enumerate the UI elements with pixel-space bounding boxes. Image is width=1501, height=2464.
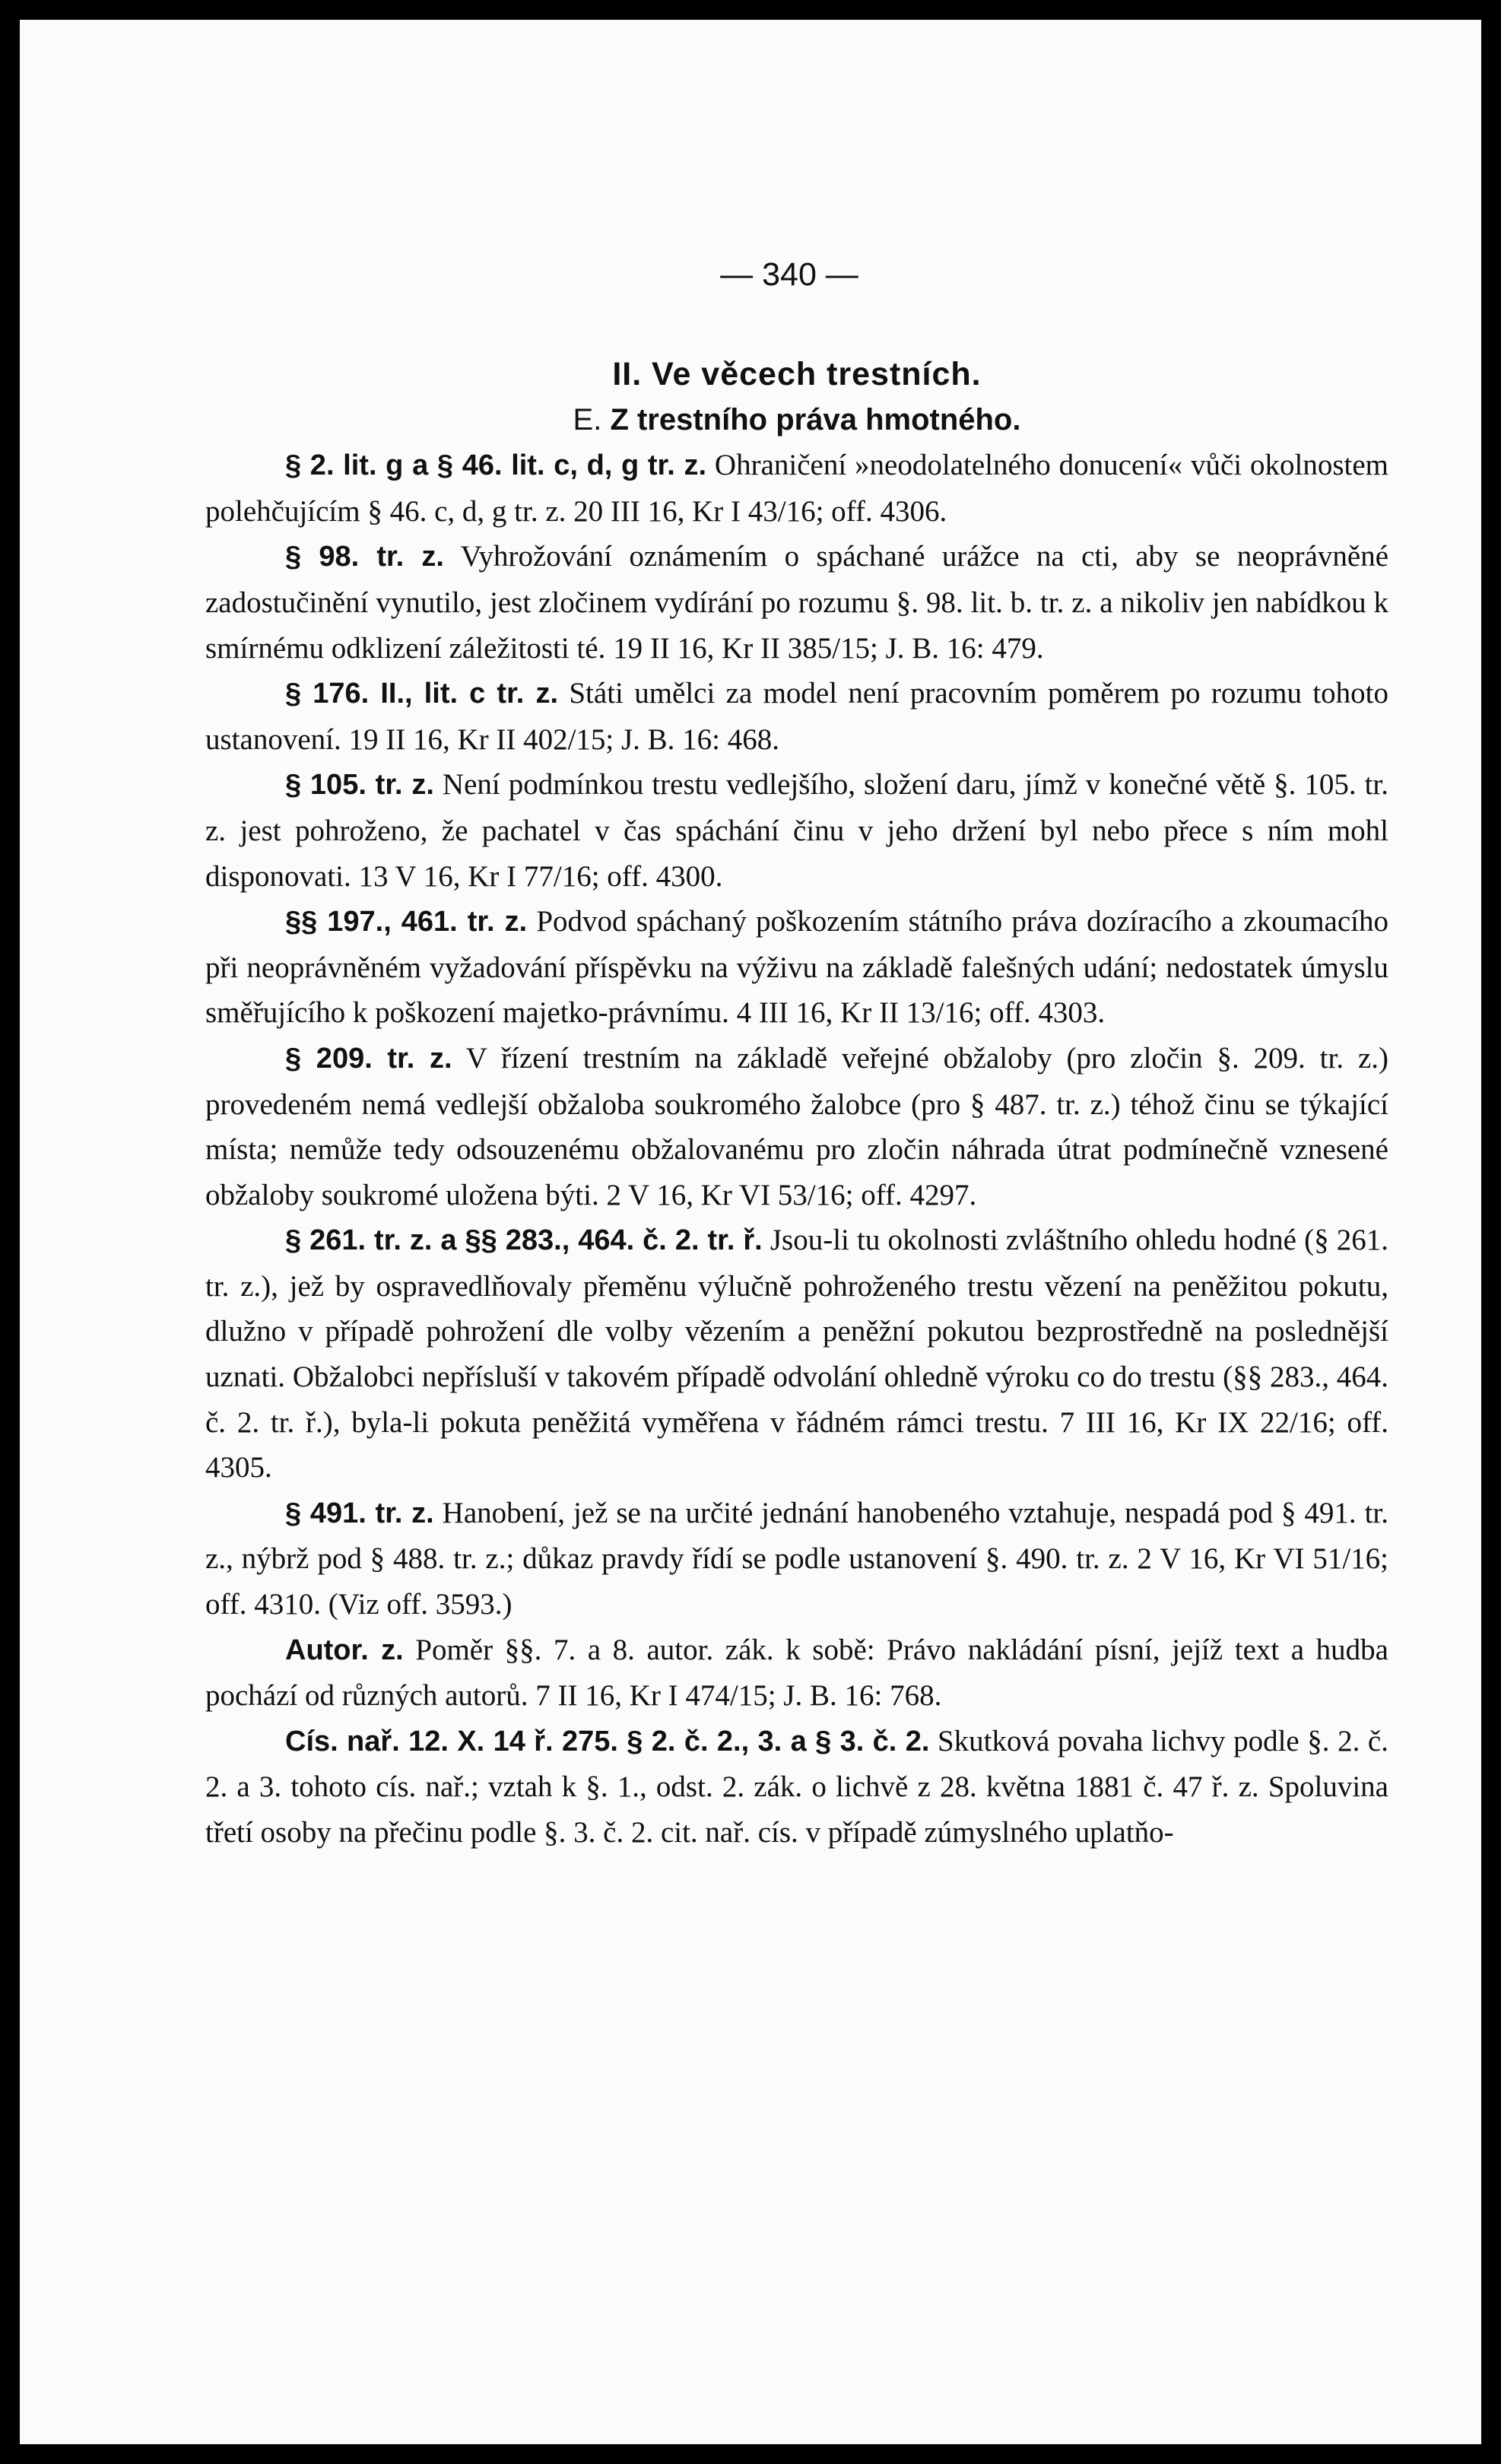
entry-ref: § 261. tr. z. a §§ 283., 464. č. 2. tr. ř. (285, 1224, 763, 1257)
entry-text: Podvod spáchaný poškozením státního práva dozíracího a zkoumacího při neoprávněném vyžadování příspěvku na výživu na základě falešných udání; nedostatek úmyslu směřujícího k poškození majetko-právnímu. 4 III 16, Kr II 13/16; off. 4303. (205, 905, 1389, 1030)
entry-text: Vyhrožování oznámením o spáchané urážce na cti, aby se neoprávněné zadostučinění vynutilo, jest zločinem vydírání po rozumu §. 98. lit. b. tr. z. a nikoliv jen nabídkou k smírnému odklizení záležitosti té. 19 II 16, Kr II 385/15; J. B. 16: 479. (205, 540, 1389, 665)
entry-text: V řízení trestním na základě veřejné obžaloby (pro zločin §. 209. tr. z.) provedeném nemá vedlejší obžaloba soukromého žalobce (pro § 487. tr. z.) téhož činu se týkající místa; nemůže tedy odsouzenému obžalovanému pro zločin náhrada útrat podmínečně vznesené obžaloby soukromé uložena býti. 2 V 16, Kr VI 53/16; off. 4297. (205, 1041, 1389, 1211)
entry-text: Ohraničení »neodolatelného donucení« vůči okolnostem polehčujícím § 46. c, d, g tr. z. 20 III 16, Kr I 43/16; off. 4306. (205, 449, 1388, 528)
entry (205, 1491, 1388, 1627)
entry-ref: § 491. tr. z. (285, 1497, 434, 1529)
entry-ref: §§ 197., 461. tr. z. (285, 906, 528, 938)
page-number: — 340 — (720, 256, 858, 293)
subheading (205, 398, 1388, 443)
subheading-letter: E. (573, 402, 602, 437)
page-text (205, 252, 1388, 1856)
entry (205, 1218, 1388, 1491)
entry (205, 762, 1388, 899)
subheading-title: Z trestního práva hmotného. (610, 402, 1021, 437)
entry-ref: § 176. II., lit. c tr. z. (285, 678, 559, 710)
entry-ref: § 98. tr. z. (285, 541, 444, 573)
entry (205, 1719, 1388, 1856)
entry (205, 899, 1388, 1036)
entry (205, 1036, 1388, 1218)
entry-text: Skutková povaha lichvy podle §. 2. č. 2. a 3. tohoto cís. nař.; vztah k §. 1., odst. 2. zák. o lichvě z 28. května 1881 č. 47 ř. z. Spoluvina třetí osoby na přečinu podle §. 3. č. 2. cit. nař. cís. v případě zúmyslného uplatňo- (205, 1724, 1388, 1849)
scanned-page (20, 20, 1481, 2444)
entry-ref: § 105. tr. z. (285, 769, 434, 802)
entry-text: Jsou-li tu okolnosti zvláštního ohledu hodné (§ 261. tr. z.), jež by ospravedlňovaly přeměnu výlučně pohroženého trestu vězení na peněžitou pokutu, dlužno v případě pohrožení dle volby vězením a peněžní pokutou bezprostředně na poslednější uznati. Obžalobci nepřísluší v takovém případě odvolání ohledně výroku co do trestu (§§ 283., 464. č. 2. tr. ř.), byla-li pokuta peněžitá vyměřena v řádném rámci trestu. 7 III 16, Kr IX 22/16; off. 4305. (205, 1224, 1389, 1484)
entry (205, 443, 1388, 534)
entry-ref: § 209. tr. z. (285, 1042, 452, 1075)
entry-ref: Autor. z. (285, 1634, 404, 1666)
entry (205, 534, 1388, 671)
entry-ref: § 2. lit. g a § 46. lit. c, d, g tr. z. (285, 449, 707, 482)
entry-text: Není podmínkou trestu vedlejšího, složení daru, jímž v konečné větě §. 105. tr. z. jest pohroženo, že pachatel v čas spáchání činu v jeho držení byl nebo přece s ním mohl disponovati. 13 V 16, Kr I 77/16; off. 4300. (205, 768, 1388, 893)
entry-ref: Cís. nař. 12. X. 14 ř. 275. § 2. č. 2., 3. a § 3. č. 2. (285, 1725, 930, 1758)
entry-text: Poměr §§. 7. a 8. autor. zák. k sobě: Právo nakládání písní, jejíž text a hudba pochází od různých autorů. 7 II 16, Kr I 474/15; J. B. 16: 768. (205, 1633, 1388, 1713)
entry (205, 1627, 1388, 1719)
entry (205, 671, 1388, 762)
section-heading: II. Ve věcech trestních. (612, 356, 982, 392)
entry-text: Hanobení, jež se na určité jednání hanobeného vztahuje, nespadá pod § 491. tr. z., nýbrž pod § 488. tr. z.; důkaz pravdy řídí se podle ustanovení §. 490. tr. z. 2 V 16, Kr VI 51/16; off. 4310. (Viz off. 3593.) (205, 1496, 1388, 1621)
entry-text: Státi umělci za model není pracovním poměrem po rozumu tohoto ustanovení. 19 II 16, Kr II 402/15; J. B. 16: 468. (205, 677, 1388, 756)
